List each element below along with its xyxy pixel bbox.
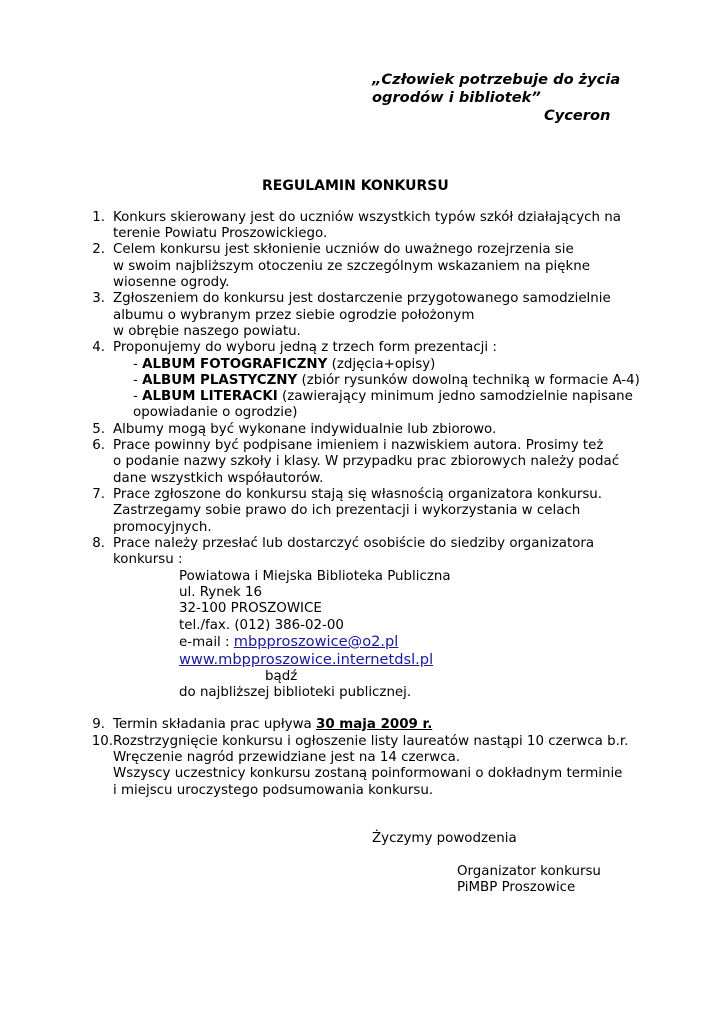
item-10-line-1: Rozstrzygnięcie konkursu i ogłoszenie listy laureatów nastąpi 10 czerwca b.r. [113,734,629,749]
item-6-number: 6. [92,438,105,453]
item-3-line-3: w obrębie naszego powiatu. [113,324,301,339]
item-7-line-2: Zastrzegamy sobie prawo do ich prezentacji i wykorzystania w celach [113,503,581,518]
item-9-line-1 [113,717,432,733]
website-link[interactable]: www.mbpproszowice.internetdsl.pl [179,651,434,668]
item-2-line-3: wiosenne ogrody. [113,275,230,290]
item-7-line-3: promocyjnych. [113,520,212,535]
item-4-number: 4. [92,340,105,355]
option-dash: - [133,389,143,404]
option-desc: (zbiór rysunków dowolną techniką w formacie A-4) [297,373,640,388]
email-label: e-mail : [179,635,234,650]
motto-line-1: „Człowiek potrzebuje do życia [372,71,621,88]
item-6-line-3: dane wszystkich współautorów. [113,471,324,486]
option-dash: - [133,373,143,388]
option-dash: - [133,357,143,372]
item-2-number: 2. [92,242,105,257]
option-desc: (zdjęcia+opisy) [327,357,436,372]
option-name: ALBUM PLASTYCZNY [142,373,298,388]
deadline-date: 30 maja 2009 r. [316,717,433,732]
item-1-line-1: Konkurs skierowany jest do uczniów wszystkich typów szkół działających na [113,210,621,225]
option-desc: (zawierający minimum jedno samodzielnie napisane [277,389,633,404]
motto-line-2: ogrodów i bibliotek” [372,89,541,106]
closing-wish: Życzymy powodzenia [372,831,517,846]
album-option-literary [133,389,633,405]
item-9-number: 9. [92,717,105,732]
item-6-line-1: Prace powinny być podpisane imieniem i nazwiskiem autora. Prosimy też [113,438,604,453]
item-6-line-2: o podanie nazwy szkoły i klasy. W przypadku prac zbiorowych należy podać [113,454,620,469]
item-3-line-1: Zgłoszeniem do konkursu jest dostarczenie przygotowanego samodzielnie [113,291,611,306]
option-name: ALBUM FOTOGRAFICZNY [142,357,328,372]
item-10-line-4: i miejscu uroczystego podsumowania konkursu. [113,783,434,798]
item-5-line-1: Albumy mogą być wykonane indywidualnie lub zbiorowo. [113,422,497,437]
address-alternative: do najbliższej biblioteki publicznej. [179,685,412,700]
item-10-line-3: Wszyscy uczestnicy konkursu zostaną poinformowani o dokładnym terminie [113,766,623,781]
organizer-label: Organizator konkursu [457,864,601,879]
option-name: ALBUM LITERACKI [142,389,278,404]
album-option-literary-cont: opowiadanie o ogrodzie) [133,405,298,420]
email-link[interactable]: mbpproszowice@o2.pl [233,633,399,650]
address-name: Powiatowa i Miejska Biblioteka Publiczna [179,569,451,584]
item-7-number: 7. [92,487,105,502]
address-city: 32-100 PROSZOWICE [179,601,322,616]
item-10-number: 10. [91,734,113,749]
item-2-line-1: Celem konkursu jest skłonienie uczniów do uważnego rozejrzenia sie [113,242,574,257]
organizer-name: PiMBP Proszowice [457,880,576,895]
item-8-line-1: Prace należy przesłać lub dostarczyć osobiście do siedziby organizatora [113,536,595,551]
motto-author: Cyceron [544,107,611,124]
album-option-photo [133,357,435,373]
item-3-number: 3. [92,291,105,306]
album-option-art [133,373,640,389]
address-phone: tel./fax. (012) 386-02-00 [179,618,344,633]
item-4-line-1: Proponujemy do wyboru jedną z trzech form prezentacji : [113,340,497,355]
item-5-number: 5. [92,422,105,437]
item-2-line-2: w swoim najbliższym otoczeniu ze szczególnym wskazaniem na piękne [113,259,590,274]
item-8-line-2: konkursu : [113,552,183,567]
item-8-number: 8. [92,536,105,551]
page-title: REGULAMIN KONKURSU [262,178,449,194]
item-1-number: 1. [92,210,105,225]
item-3-line-2: albumu o wybranym przez siebie ogrodzie położonym [113,308,475,323]
address-or: bądź [265,669,298,684]
item-10-line-2: Wręczenie nagród przewidziane jest na 14 czerwca. [113,750,461,765]
item-1-line-2: terenie Powiatu Proszowickiego. [113,226,328,241]
item-7-line-1: Prace zgłoszone do konkursu stają się własnością organizatora konkursu. [113,487,603,502]
address-street: ul. Rynek 16 [179,585,262,600]
deadline-label: Termin składania prac upływa [113,717,316,732]
address-email-row [179,634,398,651]
